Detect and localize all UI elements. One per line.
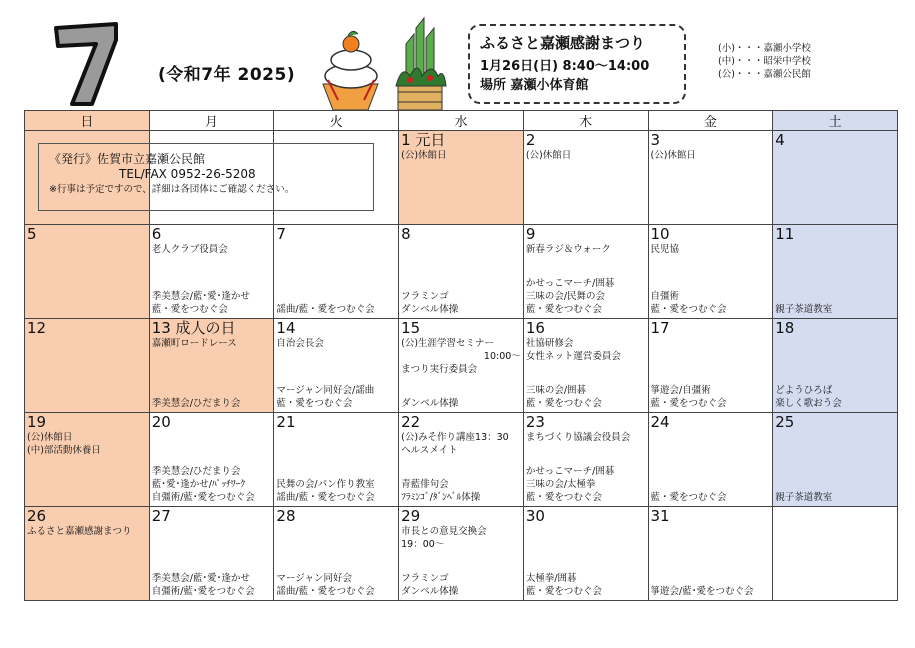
event-entry: (公)休館日	[650, 150, 696, 161]
event-entry: まちづくり協議会役員会	[525, 432, 631, 443]
day-number: 16	[525, 319, 545, 337]
day-number: 22	[401, 413, 421, 431]
day-cell	[25, 413, 150, 507]
event-entry: 三味の会/太極拳	[525, 479, 596, 490]
event-entry: 楽しく歌おう会	[775, 398, 842, 409]
event-entry: どようひろば	[775, 385, 833, 396]
day-cell	[149, 319, 274, 413]
day-cell	[648, 131, 773, 225]
event-entry: マージャン同好会	[276, 573, 353, 584]
event-entry: かせっこマーチ/囲碁	[525, 466, 615, 477]
event-entry: 嘉瀬町ロードレース	[151, 338, 237, 349]
day-cell	[648, 319, 773, 413]
event-entry: 新春ラジ＆ウォーク	[525, 244, 611, 255]
new-year-decoration-icon	[318, 14, 448, 114]
day-events-top	[401, 431, 521, 457]
day-number: 4	[775, 131, 785, 149]
day-events-bottom	[651, 384, 727, 410]
day-events-bottom	[775, 384, 842, 410]
day-events-top	[526, 243, 646, 256]
day-events-bottom	[526, 277, 615, 316]
publisher-phone: TEL/FAX 0952-26-5208	[119, 167, 256, 181]
event-entry: 三味の会/囲碁	[525, 385, 587, 396]
event-entry: 19：00～	[401, 539, 445, 550]
event-entry: 女性ネット運営委員会	[525, 351, 621, 362]
day-cell	[274, 319, 399, 413]
event-entry: 自治会長会	[276, 338, 324, 349]
event-entry: 三味の会/民舞の会	[525, 291, 606, 302]
day-events-top	[526, 149, 646, 162]
day-events-top	[526, 431, 646, 444]
event-entry: まつり実行委員会	[401, 364, 478, 375]
event-entry: 自彊術/藍･愛をつむぐ会	[151, 492, 255, 503]
event-entry: 季美慧会/ひだまり会	[151, 398, 241, 409]
day-events-bottom	[526, 465, 615, 504]
event-entry: 藍・愛をつむぐ会	[525, 492, 602, 503]
festival-info-box	[468, 24, 686, 104]
day-number: 3	[650, 131, 661, 149]
event-entry: 藍・愛をつむぐ会	[525, 586, 602, 597]
day-number: 5	[27, 225, 37, 243]
festival-date: 1月26日(日) 8:40～14:00	[480, 59, 650, 74]
day-events-bottom	[526, 572, 602, 598]
day-number: 11	[775, 225, 795, 243]
day-cell	[773, 225, 898, 319]
day-events-bottom	[401, 397, 458, 410]
day-number: 26	[27, 507, 47, 525]
day-events-bottom	[401, 290, 458, 316]
day-number: 1 元日	[401, 131, 446, 149]
weekday-header-row	[25, 111, 898, 131]
day-cell	[523, 225, 648, 319]
weekday-wednesday: 水	[399, 111, 524, 131]
week-row	[25, 225, 898, 319]
event-entry: 民舞の会/パン作り教室	[276, 479, 375, 490]
day-events-top	[401, 337, 521, 376]
day-number: 10	[650, 225, 670, 243]
event-entry: 藍・愛をつむぐ会	[276, 398, 353, 409]
weekday-friday: 金	[648, 111, 773, 131]
day-number: 27	[151, 507, 171, 525]
event-entry: マージャン同好会/謡曲	[276, 385, 375, 396]
day-events-bottom	[651, 585, 754, 598]
event-entry: 藍・愛をつむぐ会	[525, 304, 602, 315]
event-entry: 藍・愛をつむぐ会	[151, 304, 228, 315]
day-events-bottom	[152, 572, 255, 598]
day-cell	[773, 319, 898, 413]
day-number: 6	[151, 225, 162, 243]
day-events-top	[651, 149, 771, 162]
day-cell	[773, 131, 898, 225]
day-cell	[523, 413, 648, 507]
event-entry: 民児協	[650, 244, 680, 255]
day-events-top	[27, 431, 147, 457]
day-cell	[773, 413, 898, 507]
day-cell	[274, 413, 399, 507]
day-cell	[523, 131, 648, 225]
day-number: 30	[525, 507, 545, 525]
publisher-name: 《発行》佐賀市立嘉瀬公民館	[49, 152, 206, 166]
day-number: 2	[525, 131, 536, 149]
day-cell	[648, 225, 773, 319]
event-entry: 藍･愛･逢かせ/ﾊﾟｯﾁﾜｰｸ	[151, 479, 246, 490]
day-number: 23	[525, 413, 545, 431]
day-cell	[523, 507, 648, 601]
weekday-tuesday: 火	[274, 111, 399, 131]
day-events-top	[276, 337, 396, 350]
day-number: 21	[276, 413, 296, 431]
day-cell	[648, 413, 773, 507]
weekday-sunday: 日	[25, 111, 150, 131]
day-events-bottom	[152, 465, 255, 504]
event-entry: 藍・愛をつむぐ会	[650, 304, 727, 315]
event-entry: ﾌﾗﾐﾝｺﾞ/ﾀﾞﾝﾍﾞﾙ体操	[401, 492, 481, 503]
weekday-thursday: 木	[523, 111, 648, 131]
day-cell	[399, 507, 524, 601]
day-events-bottom	[152, 397, 241, 410]
day-events-top	[526, 337, 646, 363]
day-events-bottom	[276, 478, 374, 504]
event-entry: 自彊術	[650, 291, 680, 302]
day-number: 17	[650, 319, 670, 337]
day-number: 28	[276, 507, 296, 525]
event-entry: 藍・愛をつむぐ会	[650, 398, 727, 409]
event-entry: 箏遊会/自彊術	[650, 385, 711, 396]
day-cell	[648, 507, 773, 601]
day-cell	[523, 319, 648, 413]
event-entry: ダンベル体操	[401, 586, 459, 597]
day-number: 24	[650, 413, 670, 431]
festival-place: 場所 嘉瀬小体育館	[480, 78, 589, 93]
day-events-bottom	[526, 384, 602, 410]
event-entry: 藍・愛をつむぐ会	[650, 492, 727, 503]
day-events-bottom	[401, 572, 458, 598]
day-events-bottom	[276, 384, 374, 410]
day-cell	[399, 319, 524, 413]
event-entry: (公)休館日	[401, 150, 447, 161]
event-entry: (公)休館日	[525, 150, 572, 161]
day-events-top	[152, 243, 272, 256]
event-entry: 青藍俳句会	[401, 479, 449, 490]
day-number: 15	[401, 319, 421, 337]
event-entry: (公)生涯学習セミナー	[401, 338, 495, 349]
day-cell	[25, 225, 150, 319]
day-number: 8	[401, 225, 411, 243]
weekday-saturday: 土	[773, 111, 898, 131]
day-number: 13 成人の日	[151, 319, 236, 337]
day-events-bottom	[276, 572, 374, 598]
event-entry: 箏遊会/藍･愛をつむぐ会	[650, 586, 754, 597]
week-row	[25, 413, 898, 507]
event-entry: 謡曲/藍・愛をつむぐ会	[276, 492, 375, 503]
day-events-bottom	[651, 290, 727, 316]
event-entry: ダンベル体操	[401, 304, 459, 315]
day-cell	[274, 507, 399, 601]
event-entry: かせっこマーチ/囲碁	[525, 278, 615, 289]
day-events-bottom	[651, 491, 727, 504]
week-row	[25, 507, 898, 601]
day-cell	[149, 225, 274, 319]
event-entry: 親子茶道教室	[775, 304, 833, 315]
legend-item: (小)・・・嘉瀬小学校	[718, 43, 811, 54]
day-events-top	[401, 525, 521, 551]
event-entry: フラミンゴ	[401, 573, 449, 584]
event-entry: ふるさと嘉瀬感謝まつり	[27, 526, 132, 537]
week-row	[25, 319, 898, 413]
day-cell	[274, 225, 399, 319]
festival-title: ふるさと嘉瀬感謝まつり	[480, 34, 646, 52]
event-entry: 謡曲/藍・愛をつむぐ会	[276, 304, 375, 315]
event-entry: 藍・愛をつむぐ会	[525, 398, 602, 409]
day-events-top	[401, 149, 521, 162]
event-entry: (公)みそ作り講座13：30	[401, 432, 509, 443]
event-entry: 社協研修会	[525, 338, 574, 349]
day-number: 20	[151, 413, 171, 431]
event-entry: ヘルスメイト	[401, 445, 458, 456]
day-number: 7	[276, 225, 286, 243]
event-entry: 親子茶道教室	[775, 492, 833, 503]
event-entry: 老人クラブ役員会	[151, 244, 228, 255]
day-cell	[399, 131, 524, 225]
event-entry: 季美慧会/藍･愛･逢かせ	[151, 573, 250, 584]
day-events-bottom	[775, 491, 832, 504]
day-number: 9	[525, 225, 536, 243]
day-events-bottom	[775, 303, 832, 316]
day-events-bottom	[276, 303, 374, 316]
event-entry: ダンベル体操	[401, 398, 459, 409]
publisher-box	[38, 143, 374, 211]
day-cell	[25, 319, 150, 413]
event-entry: 市長との意見交換会	[401, 526, 487, 537]
event-entry: 季美慧会/ひだまり会	[151, 466, 241, 477]
day-cell	[773, 507, 898, 601]
day-number: 12	[27, 319, 47, 337]
day-cell	[149, 413, 274, 507]
day-events-top	[152, 337, 272, 350]
day-number: 29	[401, 507, 421, 525]
legend-item: (中)・・・昭栄中学校	[718, 56, 811, 67]
event-entry: (中)部活動休養日	[27, 445, 101, 456]
weekday-monday: 月	[149, 111, 274, 131]
event-entry: (公)休館日	[27, 432, 73, 443]
event-entry: 10:00～	[483, 351, 521, 362]
day-number: 19	[27, 413, 47, 431]
day-events-top	[651, 243, 771, 256]
day-cell	[399, 413, 524, 507]
month-number-graphic	[52, 20, 122, 108]
event-entry: 自彊術/藍･愛をつむぐ会	[151, 586, 255, 597]
day-cell	[25, 507, 150, 601]
event-entry: 太極拳/囲碁	[525, 573, 577, 584]
day-number: 25	[775, 413, 795, 431]
day-events-bottom	[152, 290, 250, 316]
publisher-note: ※行事は予定ですので、詳細は各団体にご確認ください。	[49, 184, 295, 195]
legend-item: (公)・・・嘉瀬公民館	[718, 69, 811, 80]
day-number: 14	[276, 319, 296, 337]
day-number: 31	[650, 507, 670, 525]
abbreviation-legend	[718, 42, 811, 81]
event-entry: フラミンゴ	[401, 291, 449, 302]
event-entry: 季美慧会/藍･愛･逢かせ	[151, 291, 250, 302]
day-events-top	[27, 525, 147, 538]
era-year: (令和7年 2025)	[158, 65, 296, 85]
event-entry: 謡曲/藍・愛をつむぐ会	[276, 586, 375, 597]
day-number: 18	[775, 319, 795, 337]
day-cell	[399, 225, 524, 319]
day-events-bottom	[401, 478, 480, 504]
day-cell	[149, 507, 274, 601]
